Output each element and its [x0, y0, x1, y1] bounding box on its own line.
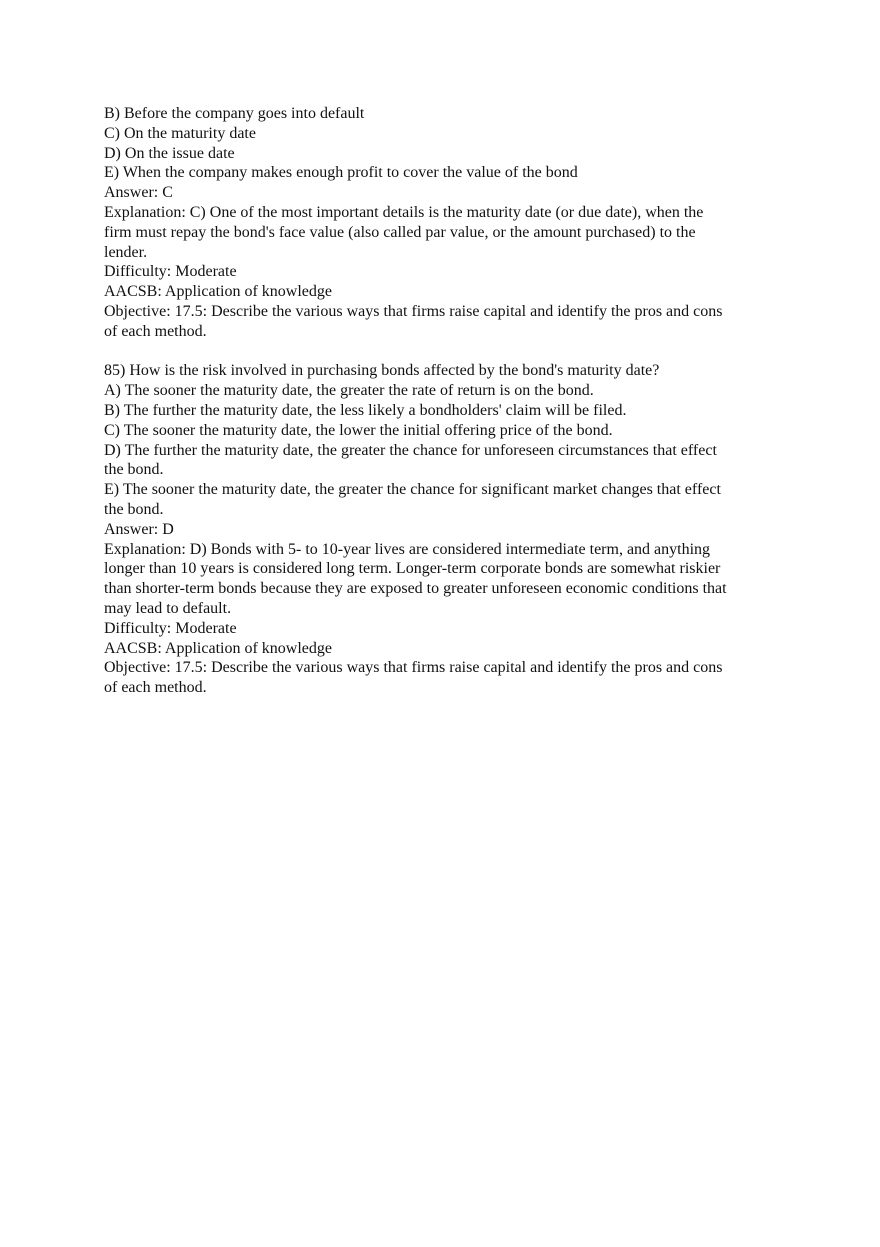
question-spacer	[104, 342, 780, 362]
q84-explanation	[104, 203, 780, 262]
q85-option-e-line: the bond.	[104, 500, 164, 518]
q85-answer: Answer: D	[104, 520, 174, 538]
q84-answer: Answer: C	[104, 184, 173, 202]
q85-option-e-line: E) The sooner the maturity date, the greater the chance for significant market changes that effect	[104, 481, 721, 499]
question-85-block	[104, 361, 780, 698]
question-84-block	[104, 104, 780, 342]
q85-option-d	[104, 441, 780, 481]
q84-explanation-line: lender.	[104, 243, 148, 261]
q84-explanation-line: Explanation: C) One of the most important details is the maturity date (or due date), when the	[104, 203, 704, 221]
q85-option-e	[104, 480, 780, 520]
q84-aacsb: AACSB: Application of knowledge	[104, 283, 332, 301]
q85-option-d-line: D) The further the maturity date, the greater the chance for unforeseen circumstances that effect	[104, 441, 717, 459]
q84-difficulty: Difficulty: Moderate	[104, 263, 237, 281]
q84-explanation-line: firm must repay the bond's face value (also called par value, or the amount purchased) to the	[104, 223, 696, 241]
q85-option-d-line: the bond.	[104, 461, 164, 479]
q85-option-c: C) The sooner the maturity date, the lower the initial offering price of the bond.	[104, 421, 613, 439]
q84-option-c: C) On the maturity date	[104, 124, 256, 142]
q85-explanation-line: may lead to default.	[104, 599, 232, 617]
q85-objective-line: Objective: 17.5: Describe the various ways that firms raise capital and identify the pros and cons	[104, 659, 723, 677]
q84-option-d: D) On the issue date	[104, 144, 235, 162]
q85-question: 85) How is the risk involved in purchasing bonds affected by the bond's maturity date?	[104, 362, 660, 380]
q85-explanation-line: longer than 10 years is considered long term. Longer-term corporate bonds are somewhat riskier	[104, 560, 721, 578]
q85-difficulty: Difficulty: Moderate	[104, 619, 237, 637]
q85-objective	[104, 658, 780, 698]
q85-option-b: B) The further the maturity date, the less likely a bondholders' claim will be filed.	[104, 401, 627, 419]
q84-option-b: B) Before the company goes into default	[104, 105, 365, 122]
q84-option-e: E) When the company makes enough profit to cover the value of the bond	[104, 164, 578, 182]
q84-objective-line: Objective: 17.5: Describe the various ways that firms raise capital and identify the pros and cons	[104, 302, 723, 320]
q85-explanation-line: Explanation: D) Bonds with 5- to 10-year lives are considered intermediate term, and anything	[104, 540, 711, 558]
q85-aacsb: AACSB: Application of knowledge	[104, 639, 332, 657]
document-page	[104, 104, 780, 698]
q85-explanation-line: than shorter-term bonds because they are exposed to greater unforeseen economic conditions that	[104, 580, 727, 598]
q84-objective	[104, 302, 780, 342]
q85-objective-line: of each method.	[104, 679, 207, 697]
q85-option-a: A) The sooner the maturity date, the greater the rate of return is on the bond.	[104, 382, 594, 400]
q85-explanation	[104, 540, 780, 619]
q84-objective-line: of each method.	[104, 322, 207, 340]
